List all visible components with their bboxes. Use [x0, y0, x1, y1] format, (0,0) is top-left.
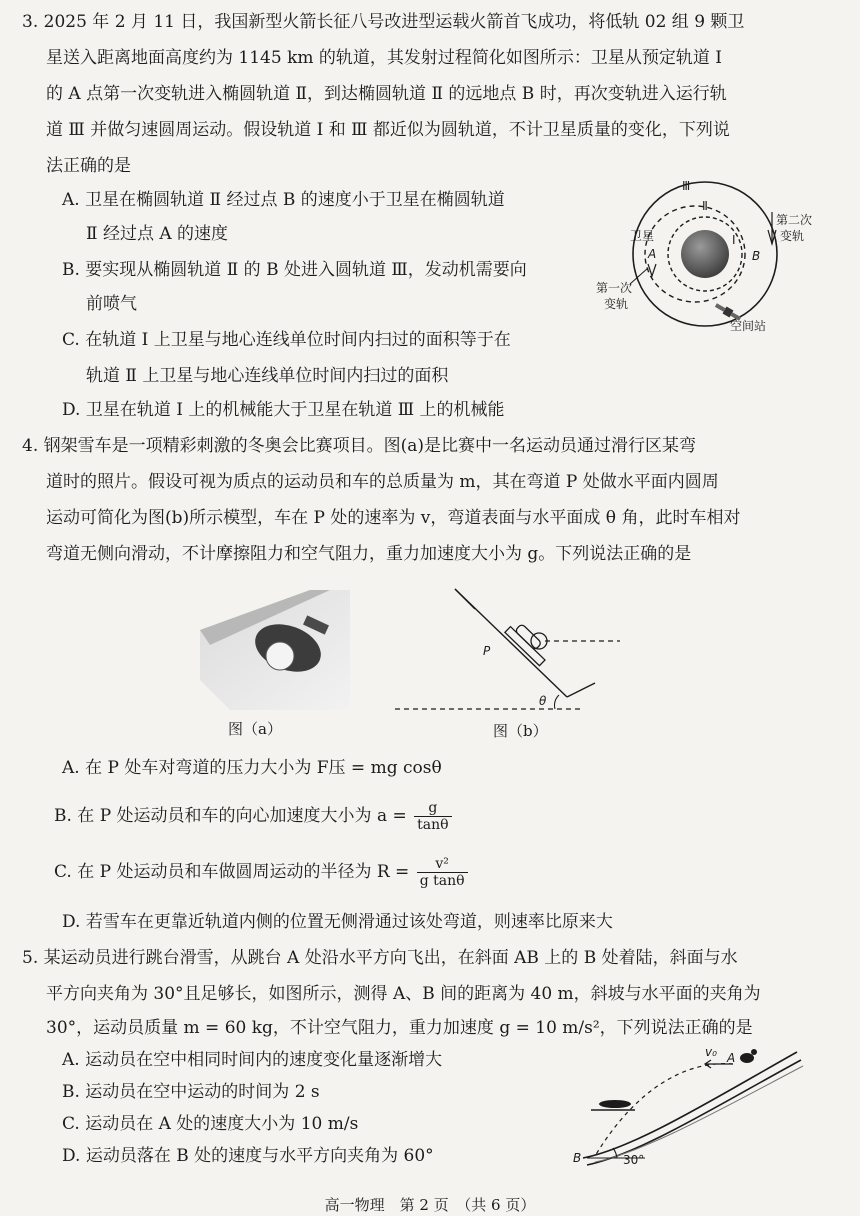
q3-option-a-cont: Ⅱ 经过点 A 的速度	[86, 224, 229, 244]
q4-option-c-text: C. 在 P 处运动员和车做圆周运动的半径为 R =	[54, 862, 410, 882]
label-angle: 30°	[623, 1153, 645, 1167]
photo-figure-a	[200, 590, 350, 710]
q5-option-d: D. 运动员落在 B 处的速度与水平方向夹角为 60°	[62, 1146, 434, 1166]
q3-option-c: C. 在轨道 Ⅰ 上卫星与地心连线单位时间内扫过的面积等于在	[62, 330, 511, 350]
q5-line-2: 平方向夹角为 30°且足够长，如图所示，测得 A、B 间的距离为 40 m，斜坡与水平面的夹角为	[46, 984, 761, 1004]
sled-model-icon	[505, 619, 552, 665]
ski-jump-diagram	[565, 1038, 805, 1168]
label-v0: v₀	[705, 1045, 717, 1059]
label-first-change-1: 第一次	[596, 281, 633, 295]
q4-option-b-denominator: tanθ	[417, 817, 449, 833]
q3-line-2: 星送入距离地面高度约为 1145 km 的轨道，其发射过程简化如图所示：卫星从预定轨道 Ⅰ	[46, 48, 723, 68]
q3-option-b-cont: 前喷气	[86, 294, 137, 314]
q4-line-2: 道时的照片。假设可视为质点的运动员和车的总质量为 m，其在弯道 P 处做水平面内圆周	[46, 472, 719, 492]
label-III: Ⅲ	[682, 179, 691, 193]
label-station: 空间站	[730, 319, 767, 333]
slope-lower-edge	[587, 1060, 801, 1165]
flying-skier-icon	[591, 1100, 635, 1110]
q5-line-1: 5. 某运动员进行跳台滑雪，从跳台 A 处沿水平方向飞出，在斜面 AB 上的 B 处着陆，斜面与水	[22, 948, 738, 968]
q4-option-a: A. 在 P 处车对弯道的压力大小为 F压 = mg cosθ	[62, 758, 442, 778]
label-II: Ⅱ	[702, 199, 708, 213]
q4-option-c-numerator: v²	[417, 856, 468, 873]
q3-line-3: 的 A 点第一次变轨进入椭圆轨道 Ⅱ，到达椭圆轨道 Ⅱ 的远地点 B 时，再次变轨进入运行轨	[46, 84, 727, 104]
label-point-a: A	[727, 1051, 736, 1065]
earth-icon	[681, 230, 729, 278]
page-footer: 高一物理 第 2 页 （共 6 页）	[324, 1196, 536, 1214]
label-point-p: P	[483, 644, 491, 658]
q3-option-a: A. 卫星在椭圆轨道 Ⅱ 经过点 B 的速度小于卫星在椭圆轨道	[62, 190, 505, 210]
caption-figure-a: 图（a）	[228, 720, 282, 738]
slope-line	[455, 589, 567, 697]
banked-curve-diagram	[395, 585, 625, 720]
label-point-b: B	[752, 249, 761, 263]
q3-option-b: B. 要实现从椭圆轨道 Ⅱ 的 B 处进入圆轨道 Ⅲ，发动机需要向	[62, 260, 527, 280]
orbit-diagram	[590, 172, 830, 342]
arrow-icon	[648, 264, 656, 276]
caption-figure-b: 图（b）	[493, 722, 548, 740]
q4-option-c-fraction	[417, 856, 468, 889]
q4-option-b-numerator: g	[414, 800, 451, 817]
q4-line-4: 弯道无侧向滑动，不计摩擦阻力和空气阻力，重力加速度大小为 g。下列说法正确的是	[46, 544, 692, 564]
q3-line-4: 道 Ⅲ 并做匀速圆周运动。假设轨道 Ⅰ 和 Ⅲ 都近似为圆轨道，不计卫星质量的变化，下列说	[46, 120, 730, 140]
q4-line-1: 4. 钢架雪车是一项精彩刺激的冬奥会比赛项目。图(a)是比赛中一名运动员通过滑行区某弯	[22, 436, 697, 456]
label-second-change-1: 第二次	[776, 213, 813, 227]
label-second-change-2: 变轨	[780, 229, 805, 243]
q4-option-c-denominator: g tanθ	[419, 873, 465, 889]
q5-line-3: 30°，运动员质量 m = 60 kg，不计空气阻力，重力加速度 g = 10 m/s²，下列说法正确的是	[46, 1018, 753, 1038]
q5-option-b: B. 运动员在空中运动的时间为 2 s	[62, 1082, 320, 1102]
label-satellite: 卫星	[630, 229, 655, 243]
q3-option-d: D. 卫星在轨道 Ⅰ 上的机械能大于卫星在轨道 Ⅲ 上的机械能	[62, 400, 505, 420]
helmet-icon	[266, 642, 294, 670]
q5-option-a: A. 运动员在空中相同时间内的速度变化量逐渐增大	[62, 1050, 443, 1070]
label-point-a: A	[648, 247, 657, 261]
q3-line-1: 3. 2025 年 2 月 11 日，我国新型火箭长征八号改进型运载火箭首飞成功，将低轨 02 组 9 颗卫	[22, 12, 745, 32]
skier-icon	[740, 1049, 757, 1063]
q4-line-3: 运动可简化为图(b)所示模型，车在 P 处的速率为 v，弯道表面与水平面成 θ 角，此时车相对	[46, 508, 741, 528]
slope-end-line	[567, 683, 595, 697]
label-I: Ⅰ	[732, 233, 736, 247]
q4-option-c	[54, 856, 468, 889]
label-theta: θ	[539, 694, 547, 708]
q5-option-c: C. 运动员在 A 处的速度大小为 10 m/s	[62, 1114, 359, 1134]
q4-option-b	[54, 800, 452, 833]
label-first-change-2: 变轨	[604, 297, 629, 311]
q4-option-b-fraction	[414, 800, 451, 833]
angle-arc	[554, 695, 559, 709]
q4-option-b-text: B. 在 P 处运动员和车的向心加速度大小为 a =	[54, 806, 407, 826]
q3-option-c-cont: 轨道 Ⅱ 上卫星与地心连线单位时间内扫过的面积	[86, 366, 449, 386]
q4-option-d: D. 若雪车在更靠近轨道内侧的位置无侧滑通过该处弯道，则速率比原来大	[62, 912, 613, 932]
q3-line-5: 法正确的是	[46, 156, 131, 176]
label-point-b: B	[573, 1151, 582, 1165]
